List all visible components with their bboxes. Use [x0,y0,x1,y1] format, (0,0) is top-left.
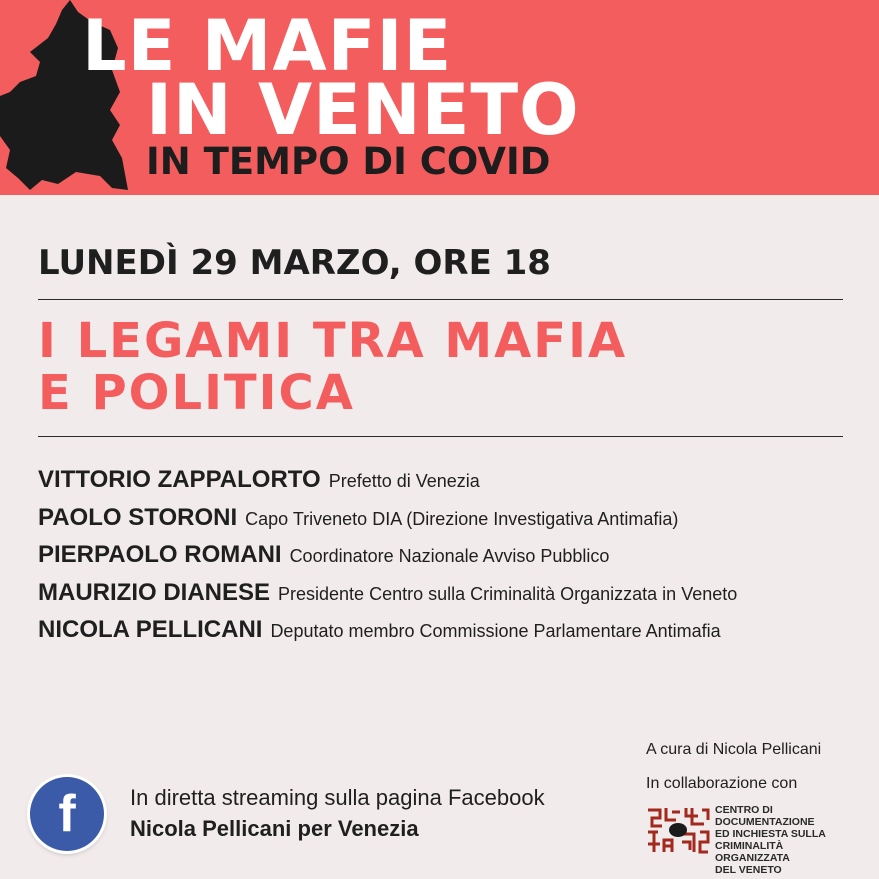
speaker-name: PAOLO STORONI [38,503,238,531]
speaker-role: Prefetto di Venezia [328,471,480,491]
speaker-item [38,502,737,540]
partner-line-3: CRIMINALITÀ ORGANIZZATA [715,840,790,864]
partner-line-1: CENTRO DI DOCUMENTAZIONE [715,804,815,828]
facebook-icon[interactable] [30,777,104,851]
topic-line-1: I LEGAMI TRA MAFIA [38,313,628,369]
speaker-role: Capo Triveneto DIA (Direzione Investigativa Antimafia) [245,508,679,529]
event-topic [38,315,627,419]
divider-top [38,299,843,300]
speaker-list [38,464,737,652]
speaker-item [38,577,737,615]
speaker-name: PIERPAOLO ROMANI [38,541,282,568]
partner-line-2: ED INCHIESTA SULLA [715,828,826,840]
divider-bottom [38,436,843,437]
speaker-name: NICOLA PELLICANI [38,616,263,643]
speaker-item [38,614,737,652]
partner-logo-icon [646,806,710,856]
speaker-role: Presidente Centro sulla Criminalità Organizzata in Veneto [278,583,738,604]
title-banner [0,0,879,195]
curated-by: A cura di Nicola Pellicani [646,741,822,758]
facebook-glyph: f [58,785,76,843]
speaker-name: VITTORIO ZAPPALORTO [38,466,321,493]
streaming-info: In diretta streaming sulla pagina Facebook [130,785,545,810]
title-line-2: IN VENETO [146,69,580,151]
collaboration-label: In collaborazione con [646,775,798,792]
speaker-role: Coordinatore Nazionale Avviso Pubblico [289,546,610,566]
title-line-1: LE MAFIE [82,5,453,87]
speaker-name: MAURIZIO DIANESE [38,578,271,606]
event-date: LUNEDÌ 29 MARZO, ORE 18 [38,243,551,283]
speaker-role: Deputato membro Commissione Parlamentare Antimafia [270,621,721,641]
partner-logo-text [715,804,845,876]
partner-line-4: DEL VENETO [715,864,782,876]
speaker-item [38,539,737,577]
facebook-page-name[interactable]: Nicola Pellicani per Venezia [130,816,419,841]
topic-line-2: E POLITICA [38,365,355,421]
speaker-item [38,464,737,502]
subtitle: IN TEMPO DI COVID [146,140,551,183]
